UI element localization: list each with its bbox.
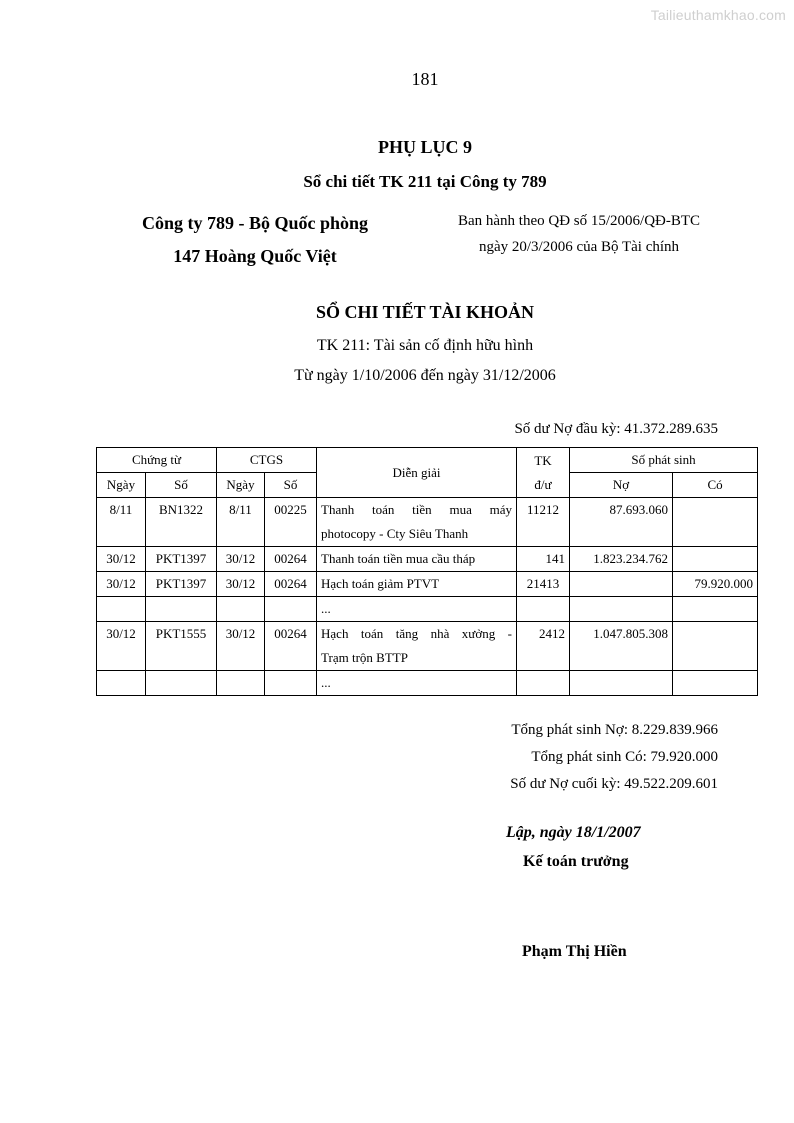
total-credit: Tổng phát sinh Có: 79.920.000 [531, 749, 718, 765]
cell-credit [673, 622, 758, 671]
cell-voucher-no [146, 671, 217, 696]
cell-credit [673, 498, 758, 547]
cell-description: Hạch toán giảm PTVT [317, 572, 517, 597]
cell-ctgs-no [265, 671, 317, 696]
cell-ctgs-date: 30/12 [217, 572, 265, 597]
cell-description [317, 622, 517, 671]
header-voucher-date: Ngày [97, 473, 146, 498]
description-line-2: photocopy - Cty Siêu Thanh [321, 526, 469, 541]
cell-account [517, 597, 570, 622]
description-line-1: Hạch toán tăng nhà xưởng - [321, 626, 513, 641]
regulation-line-2: ngày 20/3/2006 của Bộ Tài chính [478, 239, 680, 255]
ledger-table [96, 447, 758, 696]
cell-credit [673, 547, 758, 572]
period: Từ ngày 1/10/2006 đến ngày 31/12/2006 [294, 367, 556, 384]
cell-voucher-no: PKT1397 [146, 547, 217, 572]
header-credit: Có [673, 473, 758, 498]
cell-account [517, 671, 570, 696]
cell-voucher-date: 30/12 [97, 547, 146, 572]
cell-voucher-date [97, 671, 146, 696]
cell-voucher-no: BN1322 [146, 498, 217, 547]
cell-debit [570, 597, 673, 622]
account-name: TK 211: Tài sản cố định hữu hình [316, 337, 534, 354]
header-ctgs-date: Ngày [217, 473, 265, 498]
cell-voucher-no [146, 597, 217, 622]
header-account-top: TK [534, 452, 552, 468]
cell-voucher-no: PKT1397 [146, 572, 217, 597]
page-number: 181 [411, 69, 439, 89]
cell-voucher-no: PKT1555 [146, 622, 217, 671]
header-ctgs-no: Số [265, 473, 317, 498]
table-row [97, 572, 758, 597]
cell-ctgs-date: 30/12 [217, 547, 265, 572]
header-description: Diễn giải [317, 448, 517, 498]
cell-ctgs-no: 00264 [265, 572, 317, 597]
cell-ctgs-date [217, 671, 265, 696]
header-account-bottom: đ/ư [534, 476, 552, 492]
ledger-title: SỔ CHI TIẾT TÀI KHOẢN [315, 302, 535, 322]
header-ctgs: CTGS [217, 448, 317, 473]
cell-voucher-date: 30/12 [97, 572, 146, 597]
company-address: 147 Hoàng Quốc Việt [173, 246, 337, 266]
cell-ctgs-no [265, 597, 317, 622]
signature-date: Lập, ngày 18/1/2007 [506, 824, 641, 841]
cell-credit [673, 671, 758, 696]
table-row [97, 671, 758, 696]
opening-balance: Số dư Nợ đầu kỳ: 41.372.289.635 [514, 421, 718, 437]
cell-description: Thanh toán tiền mua cầu tháp [317, 547, 517, 572]
table-row [97, 498, 758, 547]
table-row [97, 597, 758, 622]
cell-account: 21413 [517, 572, 570, 597]
cell-ctgs-no: 00264 [265, 622, 317, 671]
cell-debit: 1.823.234.762 [570, 547, 673, 572]
cell-ctgs-no: 00264 [265, 547, 317, 572]
cell-debit [570, 572, 673, 597]
cell-ctgs-date: 8/11 [217, 498, 265, 547]
appendix-title: PHỤ LỤC 9 [378, 137, 472, 157]
regulation-line-1: Ban hành theo QĐ số 15/2006/QĐ-BTC [457, 213, 701, 229]
cell-ctgs-date [217, 597, 265, 622]
cell-debit: 1.047.805.308 [570, 622, 673, 671]
cell-credit [673, 597, 758, 622]
cell-voucher-date [97, 597, 146, 622]
header-debit: Nợ [570, 473, 673, 498]
cell-description: ... [317, 671, 517, 696]
table-row [97, 622, 758, 671]
cell-voucher-date: 30/12 [97, 622, 146, 671]
cell-debit [570, 671, 673, 696]
closing-balance: Số dư Nợ cuối kỳ: 49.522.209.601 [510, 776, 718, 792]
company-name: Công ty 789 - Bộ Quốc phòng [141, 213, 369, 233]
cell-account: 141 [517, 547, 570, 572]
header-voucher-no: Số [146, 473, 217, 498]
header-account [517, 448, 570, 498]
cell-account: 11212 [517, 498, 570, 547]
cell-account: 2412 [517, 622, 570, 671]
cell-voucher-date: 8/11 [97, 498, 146, 547]
cell-debit: 87.693.060 [570, 498, 673, 547]
table-row [97, 547, 758, 572]
cell-description [317, 498, 517, 547]
signature-role: Kế toán trưởng [523, 853, 629, 870]
cell-ctgs-no: 00225 [265, 498, 317, 547]
header-voucher: Chứng từ [97, 448, 217, 473]
total-debit: Tổng phát sinh Nợ: 8.229.839.966 [511, 722, 718, 738]
description-line-2: Trạm trộn BTTP [321, 650, 408, 665]
description-line-1: Thanh toán tiền mua máy [321, 502, 513, 517]
appendix-subtitle: Sổ chi tiết TK 211 tại Công ty 789 [303, 172, 547, 191]
signature-name: Phạm Thị Hiền [522, 943, 627, 960]
cell-description: ... [317, 597, 517, 622]
header-amounts: Số phát sinh [570, 448, 758, 473]
watermark-text: Tailieuthamkhao.com [650, 7, 786, 23]
cell-credit: 79.920.000 [673, 572, 758, 597]
cell-ctgs-date: 30/12 [217, 622, 265, 671]
